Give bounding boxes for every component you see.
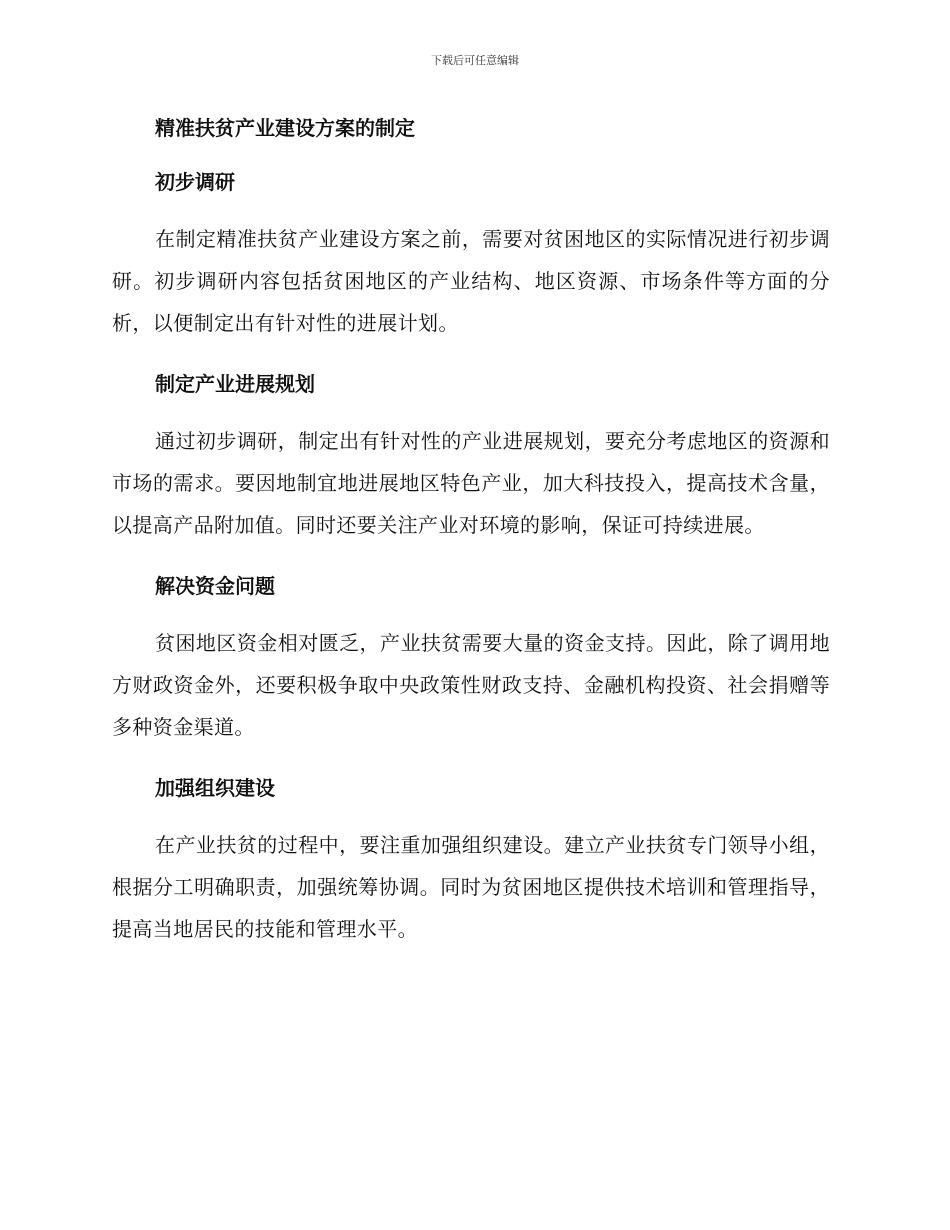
section-heading-industry-plan: 制定产业进展规划 [155,372,315,396]
document-title: 精准扶贫产业建设方案的制定 [155,116,415,140]
page-header-note: 下载后可任意编辑 [431,54,519,67]
section-heading-initial-survey: 初步调研 [155,170,235,194]
section-body-funding: 贫困地区资金相对匮乏，产业扶贫需要大量的资金支持。因此，除了调用地方财政资金外，还要积极争取中央政策性财政支持、金融机构投资、社会捐赠等多种资金渠道。 [112,631,830,739]
section-body-initial-survey: 在制定精准扶贫产业建设方案之前，需要对贫困地区的实际情况进行初步调研。初步调研内容包括贫困地区的产业结构、地区资源、市场条件等方面的分析，以便制定出有针对性的进展计划。 [112,227,830,335]
document-body [112,110,830,950]
section-body-industry-plan: 通过初步调研，制定出有针对性的产业进展规划，要充分考虑地区的资源和市场的需求。要因地制宜地进展地区特色产业，加大科技投入，提高技术含量，以提高产品附加值。同时还要关注产业对环境的影响，保证可持续进展。 [112,429,830,537]
section-heading-funding: 解决资金问题 [155,574,275,598]
section-heading-organization: 加强组织建设 [155,776,275,800]
section-body-organization: 在产业扶贫的过程中，要注重加强组织建设。建立产业扶贫专门领导小组，根据分工明确职责，加强统筹协调。同时为贫困地区提供技术培训和管理指导，提高当地居民的技能和管理水平。 [112,833,830,941]
